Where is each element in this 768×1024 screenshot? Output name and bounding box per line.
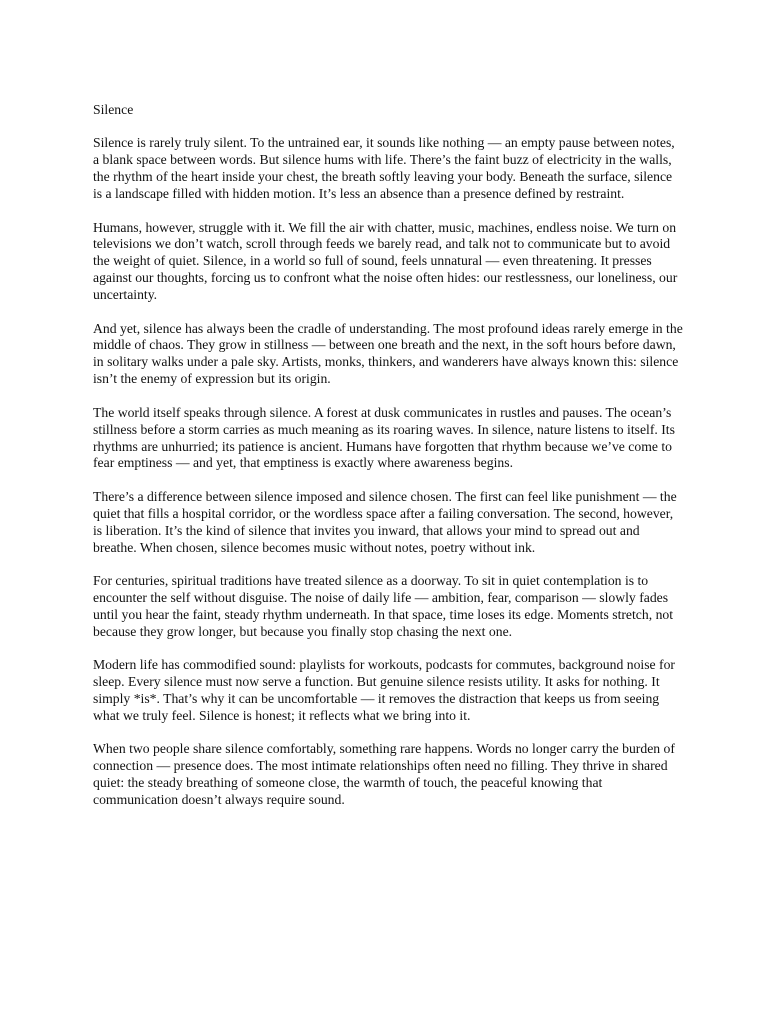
document-title: Silence xyxy=(93,102,134,117)
paragraph-1: Silence is rarely truly silent. To the untrained ear, it sounds like nothing — an empty pause between notes, a blank space between words. But silence hums with life. There’s the faint buzz of electricity in the walls, the rhythm of the heart inside your chest, the breath softly leaving your body. Beneath the surface, silence is a landscape filled with hidden motion. It’s less an absence than a presence defined by restraint. xyxy=(93,135,675,202)
paragraph-6: For centuries, spiritual traditions have treated silence as a doorway. To sit in quiet contemplation is to encounter the self without disguise. The noise of daily life — ambition, fear, comparison — slowly fades until you hear the faint, steady rhythm underneath. In that space, time loses its edge. Moments stretch, not because they grow longer, but because you finally stop chasing the next one. xyxy=(93,572,674,639)
paragraph-7: Modern life has commodified sound: playlists for workouts, podcasts for commutes, background noise for sleep. Every silence must now serve a function. But genuine silence resists utility. It asks for nothing. It simply *is*. That’s why it can be uncomfortable — it removes the distraction that keeps us from seeing what we truly feel. Silence is honest; it reflects what we bring into it. xyxy=(93,657,675,723)
paragraph-5: There’s a difference between silence imposed and silence chosen. The first can feel like punishment — the quiet that fills a hospital corridor, or the wordless space after a failing conversation. The second, however, is liberation. It’s the kind of silence that invites you inward, that allows your mind to spread out and breathe. When chosen, silence becomes music without notes, poetry without ink. xyxy=(93,488,677,555)
paragraph-3: And yet, silence has always been the cradle of understanding. The most profound ideas rarely emerge in the middle of chaos. They grow in stillness — between one breath and the next, in the soft hours before dawn, in solitary walks under a pale sky. Artists, monks, thinkers, and wanderers have always known this: silence isn’t the enemy of expression but its origin. xyxy=(93,320,683,387)
paragraph-2: Humans, however, struggle with it. We fill the air with chatter, music, machines, endless noise. We turn on televisions we don’t watch, scroll through feeds we barely read, and talk not to communicate but to avoid the weight of quiet. Silence, in a world so full of sound, feels unnatural — even threatening. It presses against our thoughts, forcing us to confront what the noise often hides: our restlessness, our loneliness, our uncertainty. xyxy=(93,219,678,303)
document-page xyxy=(93,102,683,825)
paragraph-8: When two people share silence comfortably, something rare happens. Words no longer carry the burden of connection — presence does. The most intimate relationships often need no filling. They thrive in shared quiet: the steady breathing of someone close, the warmth of touch, the peaceful knowing that communication doesn’t always require sound. xyxy=(93,741,675,807)
paragraph-4: The world itself speaks through silence. A forest at dusk communicates in rustles and pauses. The ocean’s stillness before a storm carries as much meaning as its roaring waves. In silence, nature listens to itself. Its rhythms are unhurried; its patience is ancient. Humans have forgotten that rhythm because we’ve come to fear emptiness — and yet, that emptiness is exactly where awareness begins. xyxy=(93,404,675,471)
